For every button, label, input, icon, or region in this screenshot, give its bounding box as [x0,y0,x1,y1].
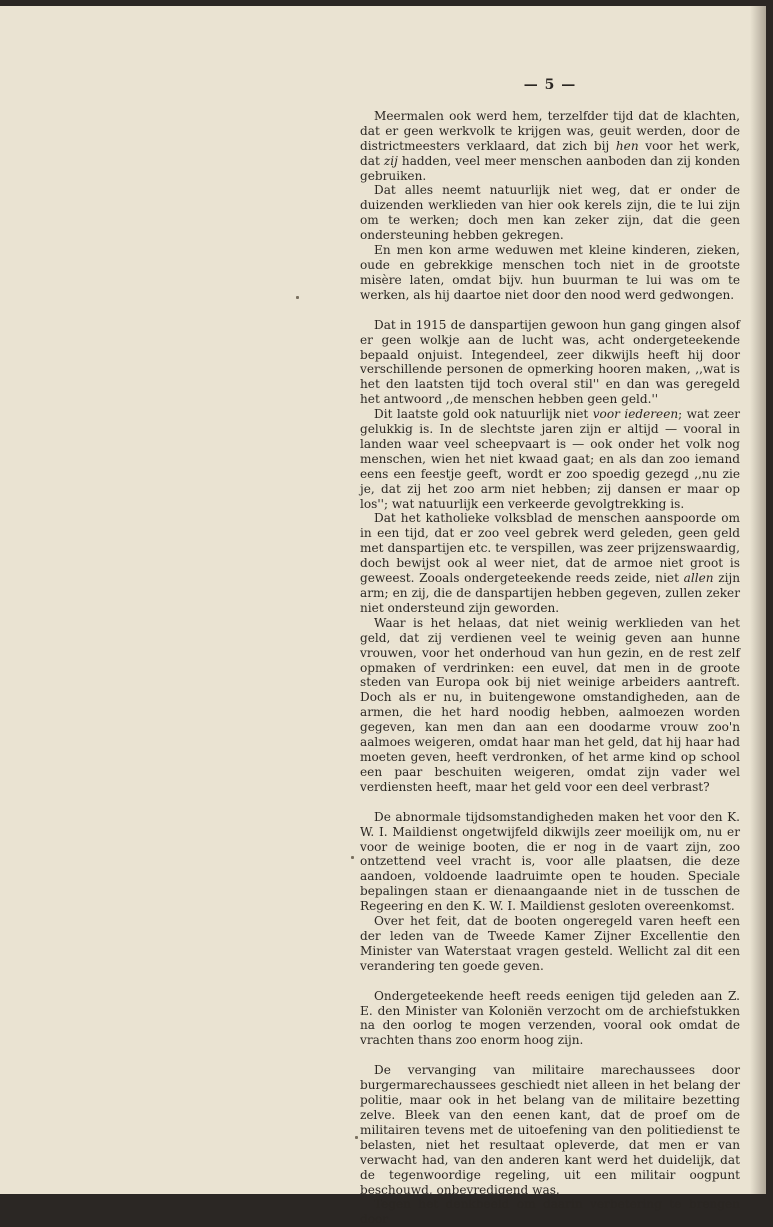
page-number: — 5 — [523,77,577,93]
paragraph [360,1197,740,1227]
speck-mark [355,1136,358,1139]
document-page [0,6,766,1227]
speck-mark [296,296,299,299]
text-run: Dat in 1915 de danspartijen gewoon hun gang gingen alsof er geen wolkje aan de lucht was, acht ondergeteekende bepaald onjuist. Integendeel, zeer dikwijls heeft hij door verschillende personen de opmerking hooren maken, ,,wat is het den laatsten tijd toch overal stil'' en dan was geregeld het antwoord ,,de menschen hebben geen geld.'' [360,317,740,407]
text-run: Dat alles neemt natuurlijk niet weg, dat er onder de duizenden werklieden van hier ook kerels zijn, die te lui zijn om te werken; doch men kan zeker zijn, dat die geen ondersteuning hebben gekregen. [360,183,740,243]
page-text [360,78,740,1227]
paragraph [360,109,740,184]
text-run: Dat het katholieke volksblad de menschen aanspoorde om in een tijd, dat er zoo veel gebrek werd geleden, geen geld met danspartijen etc. te verspillen, was zeer prijzenswaardig, doch bewijst ook al weer niet, dat de armoe niet groot is geweest. Zooals ondergeteekende reeds zeide, niet [360,511,740,586]
paragraph [360,183,740,243]
italic-text: zij [383,153,398,168]
paragraph [360,243,740,303]
paragraph [360,810,740,914]
text-run: De vervanging van militaire marechaussees door burgermarechaussees geschiedt niet alleen in het belang der politie, maar ook in het belang van de militaire bezetting zelve. Bleek van den eenen kant, dat de proef om de militairen tevens met de uitoefening van den politiedienst te belasten, niet het resultaat opleverde, dat men er van verwacht had, van den anderen kant werd het duidelijk, dat de tegenwoordige regeling, uit een militair oogpunt beschouwd, onbevredigend was. [360,1063,740,1197]
paragraph [360,318,740,407]
italic-text: voor iedereen [592,407,679,422]
italic-text: hen [615,138,639,153]
paragraph [360,1063,740,1197]
text-run: zijn arm; en zij, die de danspartijen hebben gegeven, zullen zeker niet ondersteund zijn geworden. [360,571,740,615]
body-paragraphs [360,109,740,1227]
paragraph [360,616,740,795]
text-run: ; wat zeer gelukkig is. In de slechtste jaren zijn er altijd — vooral in landen waar veel scheepvaart is — ook onder het volk nog menschen, wien het niet kwaad gaat; en als dan zoo iemand eens een feestje geeft, wordt er zoo spoedig gezegd ,,nu zie je, dat zij het zoo arm niet hebben; zij dansen er maar op los''; wat natuurlijk een verkeerde gevolgtrekking is. [360,407,741,511]
text-run: Waar is het helaas, dat niet weinig werklieden van het geld, dat zij verdienen veel te weinig geven aan hunne vrouwen, voor het onderhoud van hun gezin, en de rest zelf opmaken of verdrinken: een euvel, dat men in de groote steden van Europa ook bij niet weinige arbeiders aantreft. Doch als er nu, in buitengewone omstandigheden, aan de armen, die het hard noodig hebben, aalmoezen worden gegeven, kan men dan aan een doodarme vrouw zoo'n aalmoes weigeren, omdat haar man het geld, dat hij haar had moeten geven, heeft verdronken, of het arme kind op school een paar beschuiten weigeren, omdat zijn vader wel verdiensten heeft, maar het geld voor een deel verbrast? [360,615,740,794]
text-run: Ondergeteekende heeft reeds eenigen tijd geleden aan Z. E. den Minister van Koloniën verzocht om de archiefstukken na den oorlog te mogen verzenden, vooral ook omdat de vrachten thans zoo enorm hoog zijn. [360,988,740,1048]
text-run: hadden, veel meer menschen aanboden dan zij konden gebruiken. [360,153,741,183]
paragraph [360,407,740,511]
text-run: Tegen het denkbeeld om daarin verbetering te brengen door [360,1197,740,1227]
text-run: Over het feit, dat de booten ongeregeld varen heeft een der leden van de Tweede Kamer Zijner Excellentie den Minister van Waterstaat vragen gesteld. Wellicht zal dit een verandering ten goede geven. [360,914,740,973]
italic-text: allen [683,571,714,586]
paragraph [360,989,740,1049]
text-run: voor het werk, dat [360,138,740,168]
paragraph [360,914,740,974]
text-run: Meermalen ook werd hem, terzelfder tijd dat de klachten, dat er geen werkvolk te krijgen was, geuit werden, door de districtmeesters verklaard, dat zich bij [360,108,740,153]
text-run: Dit laatste gold ook natuurlijk niet [374,407,593,422]
text-run: De abnormale tijdsomstandigheden maken het voor den K. W. I. Maildienst ongetwijfeld dikwijls zeer moeilijk om, nu er voor de weinige booten, die er nog in de vaart zijn, zoo ontzettend veel vracht is, voor alle plaatsen, die deze aandoen, voldoende laadruimte open te houden. Speciale bepalingen staan er dienaangaande niet in de tusschen de Regeering en den K. W. I. Maildienst gesloten overeenkomst. [360,809,740,914]
text-run: En men kon arme weduwen met kleine kinderen, zieken, oude en gebrekkige menschen toch niet in de grootste misère laten, omdat bijv. hun buurman te lui was om te werken, als hij daartoe niet door den nood werd gedwongen. [360,243,740,302]
page-edge-shadow [750,6,766,1194]
speck-mark [351,856,354,859]
paragraph [360,511,740,615]
